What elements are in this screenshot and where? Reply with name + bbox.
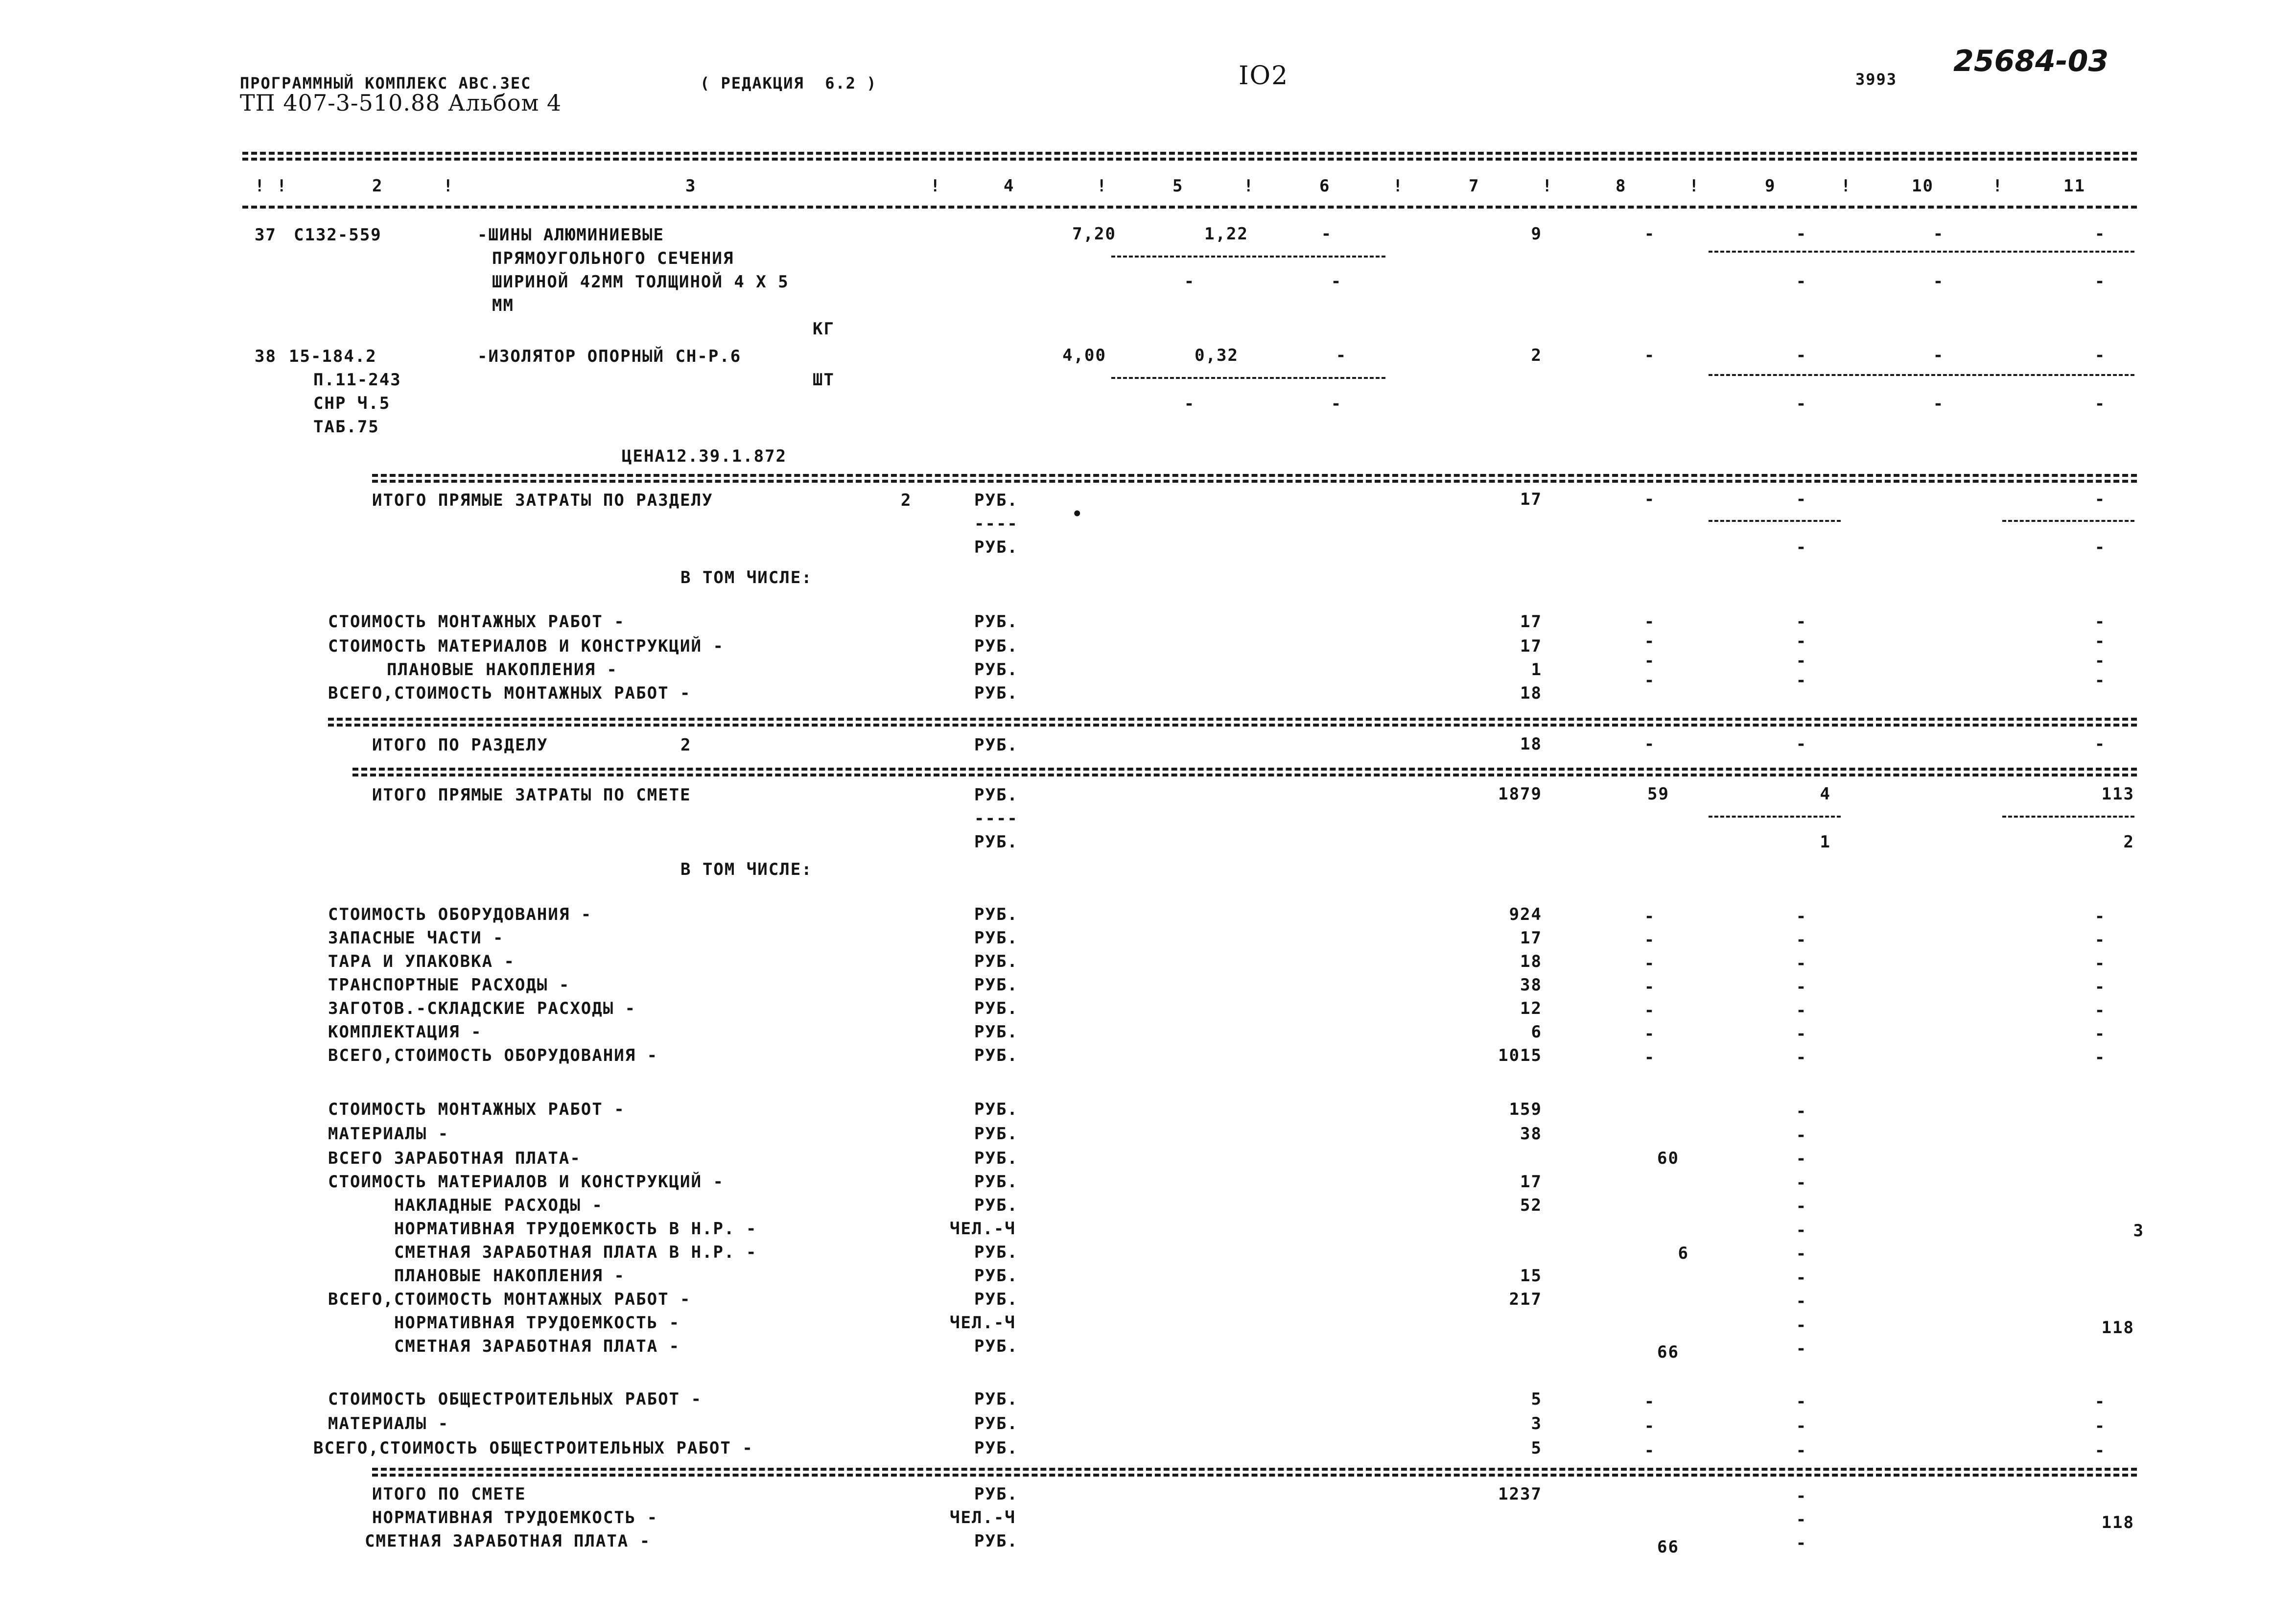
col-11: 11 — [2063, 176, 2085, 196]
col-5: 5 — [1172, 176, 1184, 196]
program-title: ПРОГРАММНЫЙ КОМПЛЕКС АВС.ЗЕС — [240, 74, 532, 93]
table-top-rule — [242, 152, 2137, 155]
document-code: 3993 — [1855, 70, 1898, 89]
col-4: 4 — [1004, 176, 1015, 196]
col-10: 10 — [1912, 176, 1934, 196]
col-3: 3 — [685, 176, 697, 196]
price-note: ЦЕНА12.39.1.872 — [622, 446, 787, 466]
col-9: 9 — [1765, 176, 1776, 196]
edition-label: ( РЕДАКЦИЯ 6.2 ) — [700, 74, 877, 93]
handwritten-number: 25684-03 — [1953, 44, 2109, 78]
col-6: 6 — [1319, 176, 1331, 196]
col-8: 8 — [1616, 176, 1627, 196]
estimate-including-label: В ТОМ ЧИСЛЕ: — [680, 860, 813, 879]
section-including-label: В ТОМ ЧИСЛЕ: — [680, 568, 813, 587]
album-title: ТП 407-3-510.88 Альбом 4 — [240, 90, 562, 116]
table-top-rule-2 — [242, 158, 2137, 161]
page-number: IO2 — [1239, 61, 1289, 91]
header-bottom-rule — [242, 206, 2137, 209]
col-2: 2 — [372, 176, 383, 196]
col-7: 7 — [1469, 176, 1480, 196]
